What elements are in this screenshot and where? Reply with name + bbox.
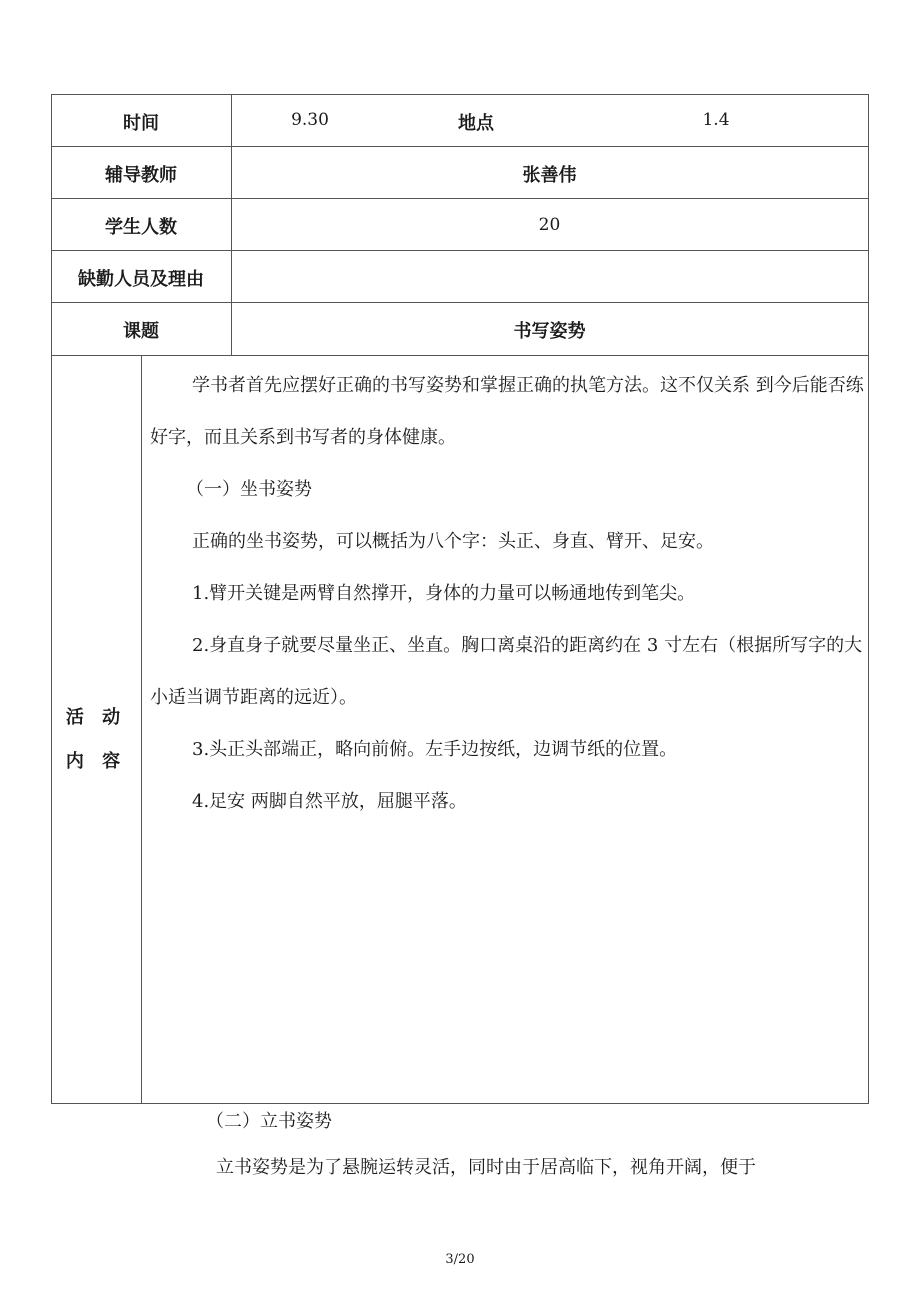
row-divider [52,250,868,251]
place-value: 1.4 [702,110,730,130]
topic-label: 课题 [123,321,159,342]
list-item-arms: 1.臂开关键是两臂自然撑开，身体的力量可以畅通地传到笔尖。 [192,583,696,604]
column-divider [141,355,142,1103]
list-item-feet: 4.足安 两脚自然平放，屈腿平落。 [192,791,467,812]
list-item-head: 3.头正头部端正，略向前俯。左手边按纸，边调节纸的位置。 [192,739,678,760]
sitting-summary: 正确的坐书姿势，可以概括为八个字：头正、身直、臂开、足安。 [192,531,714,552]
section-heading-sitting: （一）坐书姿势 [186,479,312,500]
intro-paragraph: 学书者首先应摆好正确的书写姿势和掌握正确的执笔方法。这不仅关系 到今后能否练好字，而且关系到书写者的身体健康。 [150,375,864,448]
row-divider [52,302,868,303]
absence-label: 缺勤人员及理由 [78,269,204,290]
topic-value: 书写姿势 [513,321,586,342]
teacher-value: 张善伟 [522,165,577,186]
students-label: 学生人数 [105,217,177,238]
section-heading-standing: （二）立书姿势 [206,1111,332,1132]
activity-content [150,360,870,828]
list-item-body: 2.身直身子就要尽量坐正、坐直。胸口离桌沿的距离约在 3 寸左右（根据所写字的大小适当调节距离的远近）。 [150,635,863,708]
row-divider [52,146,868,147]
activity-label: 活 动 内 容 [65,707,127,772]
students-value: 20 [538,215,561,235]
time-value: 9.30 [291,110,329,130]
page-number: 3/20 [445,1252,475,1267]
row-divider [52,198,868,199]
row-divider [52,355,868,356]
teacher-label: 辅导教师 [105,165,177,186]
time-label: 时间 [123,113,159,134]
standing-paragraph: 立书姿势是为了悬腕运转灵活，同时由于居高临下，视角开阔，便于 [216,1157,756,1178]
place-label: 地点 [458,113,494,134]
